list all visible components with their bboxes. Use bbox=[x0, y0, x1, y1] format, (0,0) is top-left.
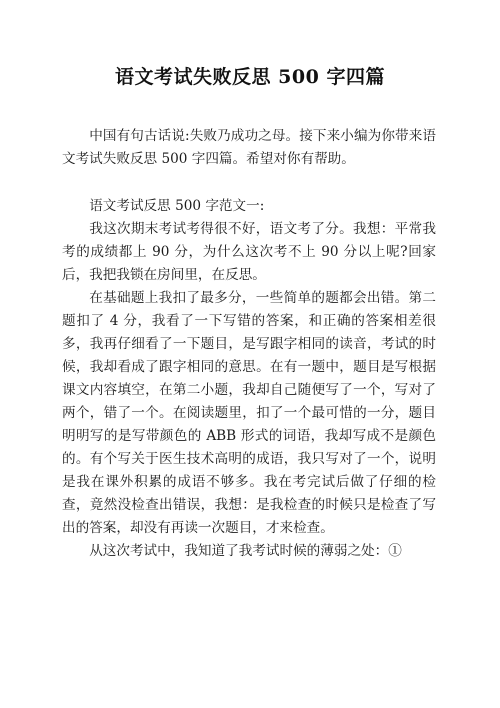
document-body bbox=[62, 125, 436, 563]
body-paragraph-3: 从这次考试中，我知道了我考试时候的薄弱之处：① bbox=[89, 543, 402, 559]
body-paragraph-2: 在基础题上我扣了最多分，一些简单的题都会出错。第二题扣了 4 分，我看了一下写错的答案，和正确的答案相差很多，我再仔细看了一下题目，是写跟字相同的读音，考试的时候，我却看成了跟字相同的意思。在有一题中，题目是写根据课文内容填空，在第二小题，我却自己随便写了一个，写对了两个，错了一个。在阅读题里，扣了一个最可惜的一分，题目明明写的是写带颜色的 ABB 形式的词语，我却写成不是颜色的。有个写关于医生技术高明的成语，我只写对了一个，说明是我在课外积累的成语不够多。我在考完试后做了仔细的检查，竟然没检查出错误，我想：是我检查的时候只是检查了写出的答案，却没有再读一次题目，才来检查。 bbox=[62, 290, 436, 536]
intro-paragraph: 中国有句古话说:失败乃成功之母。接下来小编为你带来语文考试失败反思 500 字四篇。希望对你有帮助。 bbox=[62, 128, 436, 167]
body-paragraph-1: 我这次期末考试考得很不好，语文考了分。我想：平常我考的成绩都上 90 分，为什么这次考不上 90 分以上呢?回家后，我把我锁在房间里，在反思。 bbox=[62, 221, 436, 283]
document-title: 语文考试失败反思 500 字四篇 bbox=[115, 66, 385, 88]
section-heading: 语文考试反思 500 字范文一: bbox=[89, 198, 265, 214]
